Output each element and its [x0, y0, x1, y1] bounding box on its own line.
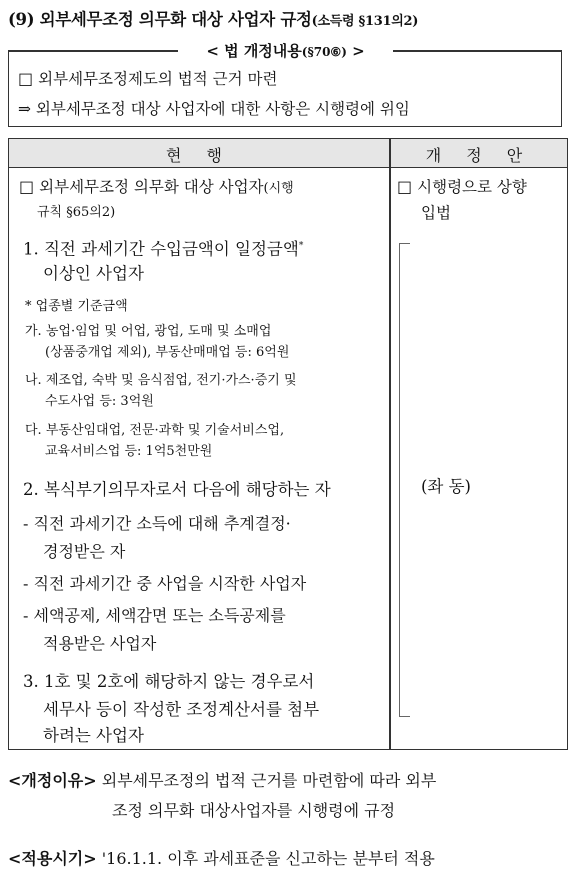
checkbox-square-icon: □: [19, 177, 35, 196]
legend-end: >: [352, 42, 365, 60]
title-ref: (소득령 §131의2): [311, 14, 419, 29]
comparison-table: [8, 138, 568, 750]
reason-label: <개정이유>: [8, 771, 97, 790]
reason-text-1: 외부세무조정의 법적 근거를 마련함에 따라 외부: [101, 771, 437, 790]
effective-label: <적용시기>: [8, 849, 97, 868]
note-na-a: 나. 제조업, 숙박 및 음식점업, 전기·가스·증기 및: [25, 373, 297, 388]
amendment-line-2: ⇒ 외부세무조정 대상 사업자에 대한 사항은 시행령에 위임: [18, 100, 410, 118]
note-da-b: 교육서비스업 등: 1억5천만원: [45, 444, 213, 459]
note-ga-b: (상품중개업 제외), 부동산매매업 등: 6억원: [45, 345, 290, 360]
item-2-dash-3-a: - 세액공제, 세액감면 또는 소득공제를: [23, 606, 286, 625]
current-intro-ref-1: (시행: [263, 181, 294, 196]
proposed-line-1: [397, 175, 527, 199]
proposed-same-as-left: (좌 동): [421, 477, 471, 496]
proposed-line-1-text: 시행령으로 상향: [417, 178, 527, 196]
amendment-legend: [178, 40, 393, 61]
proposed-line-2: 입법: [421, 204, 451, 222]
amendment-line-1: [18, 67, 278, 89]
amendment-box: [8, 38, 562, 128]
effective-line: [8, 846, 435, 869]
amendment-line-1-text: 외부세무조정제도의 법적 근거 마련: [38, 70, 278, 88]
legend-ref: (§70⑥): [301, 45, 347, 59]
item-3-line-c: 하려는 사업자: [43, 726, 144, 745]
effective-text: '16.1.1. 이후 과세표준을 신고하는 분부터 적용: [101, 849, 435, 868]
current-intro-ref-2: 규칙 §65의2): [37, 205, 116, 220]
item-3-line-a: 3. 1호 및 2호에 해당하지 않는 경우로서: [23, 672, 315, 691]
current-intro-main: 외부세무조정 의무화 대상 사업자: [39, 178, 264, 196]
item-1-line-b: 이상인 사업자: [43, 264, 144, 283]
item-1-line-a: 1. 직전 과세기간 수입금액이 일정금액: [23, 239, 299, 259]
item-2-dash-2: - 직전 과세기간 중 사업을 시작한 사업자: [23, 574, 307, 593]
current-intro: [19, 175, 294, 201]
header-proposed: 개 정 안: [425, 146, 533, 165]
checkbox-square-icon: □: [397, 177, 413, 196]
title-main: (9) 외부세무조정 의무화 대상 사업자 규정: [8, 10, 312, 29]
section-title: [8, 6, 418, 30]
amendment-topline-right: [393, 50, 562, 52]
column-divider: [389, 139, 391, 749]
amendment-topline-left: [8, 50, 178, 52]
item-2-dash-1-b: 경정받은 자: [43, 542, 126, 561]
header-current: 현 행: [166, 146, 232, 165]
current-item-1: [23, 233, 303, 263]
item-2-dash-1-a: - 직전 과세기간 소득에 대해 추계결정·: [23, 514, 291, 533]
reason-line-2: 조정 의무화 대상사업자를 시행령에 규정: [112, 801, 396, 820]
legend-main: < 법 개정내용: [206, 42, 302, 60]
table-header: [9, 139, 567, 168]
note-title: * 업종별 기준금액: [25, 299, 128, 314]
item-1-star: *: [298, 241, 304, 251]
current-item-2: 2. 복식부기의무자로서 다음에 해당하는 자: [23, 480, 331, 499]
reason-line-1: [8, 768, 436, 791]
note-ga-a: 가. 농업·임업 및 어업, 광업, 도매 및 소매업: [25, 324, 272, 339]
note-da-a: 다. 부동산임대업, 전문·과학 및 기술서비스업,: [25, 423, 285, 438]
note-na-b: 수도사업 등: 3억원: [45, 394, 154, 409]
item-2-dash-3-b: 적용받은 사업자: [43, 634, 157, 653]
checkbox-square-icon: □: [18, 69, 34, 88]
same-as-left-bracket: [399, 243, 410, 717]
item-3-line-b: 세무사 등이 작성한 조정계산서를 첨부: [43, 700, 320, 719]
